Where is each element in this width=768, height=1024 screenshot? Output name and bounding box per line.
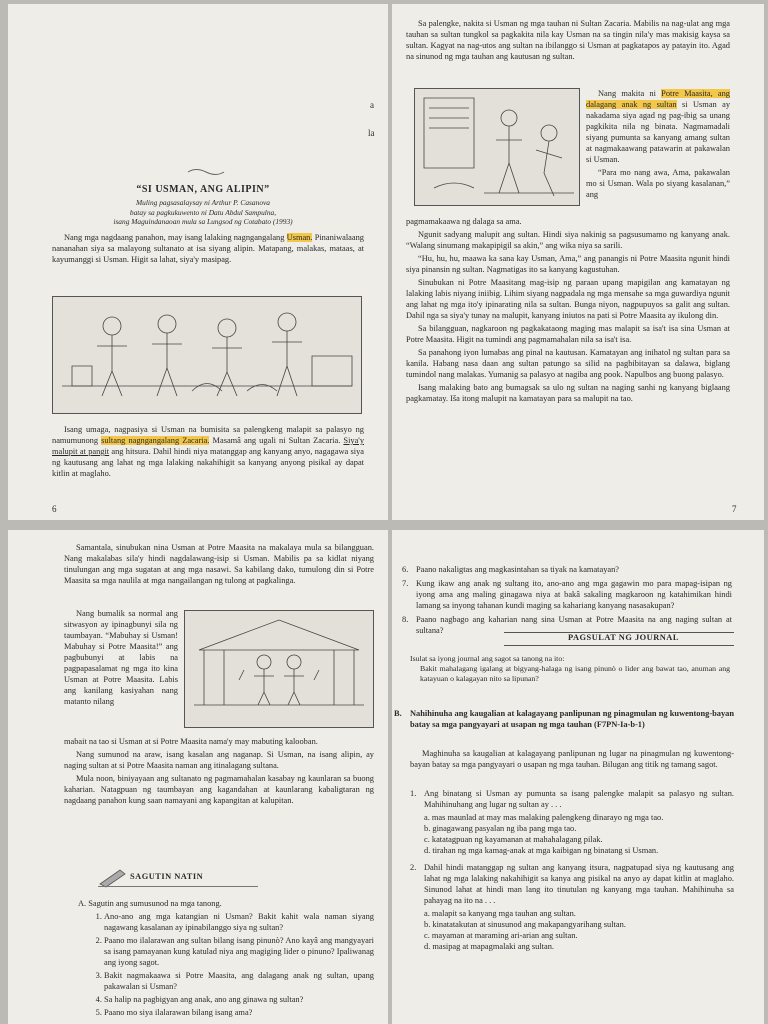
mc-option[interactable]: c. katatagpuan ng kayamanan at mahahalagang pilak. [424,835,603,844]
question-item: 3. Bakit nagmakaawa si Potre Maasita, ang dalagang anak ng sultan, upang pakawalan si Usman? [104,970,374,992]
mc-option[interactable]: b. kinatatakutan at sinusunod ang makapangyarihang sultan. [424,920,626,929]
section-heading: SAGUTIN NATIN [130,872,204,881]
ornament-icon [186,164,226,174]
journal-prompt: Isulat sa iyong journal ang sagot sa tanong na ito: Bakit mahalagang igalang at bigyang-halaga ng isang pinunò o lider ang bawat tao, anuman ang katayuan o kalagayan nito sa lipunan? [410,654,730,683]
questions-continued [402,564,732,639]
section-b-instruction: Maghinuha sa kaugalian at kalagayang panlipunan ng lugar na pinagmulan ng kuwentong-bayan batay sa mga pangyayari o usapan ng mga tauhan. Bilugan ang titik ng tamang sagot. [410,749,734,769]
market-illustration [52,296,362,414]
margin-text: la [368,128,375,138]
page-number: 7 [732,504,737,514]
page-9 [392,530,764,1024]
multiple-choice-block [410,788,734,952]
question-item: 4. Sa halip na pagbigyan ang anak, ano ang ginawa ng sultan? [104,994,374,1005]
section-b-heading: Nahihinuha ang kaugalian at kalagayang panlipunan ng pinagmulan ng kuwentong-bayan batay sa mga pangyayari at usapan ng mga tauhan (F7PN-Ia-b-1) [410,709,734,729]
mc-option[interactable]: b. ginagawang pasyalan ng iba pang mga tao. [424,824,577,833]
paragraph-1: Sa palengke, nakita si Usman ng mga tauhan ni Sultan Zacaria. Mabilis na nag-ulat ang mga tauhan sa sultan tungkol sa pagkakita nila kay Usman na sa tingin nila'y mas makisig kaysa sa sultan. Kagyat na nag-utos ang sultan na ibilanggo si Usman at pagkatapos ay patayin ito. Agad na sinunod ng mga tauhan ang kautusan ng sultan. [406,19,730,61]
sidebar-paragraph: Nang bumalik sa normal ang sitwasyon ay ipinagbunyi sila ng taumbayan. “Mabuhay si Usman! Mabuhay si Potre Maasita!” ang pagbubunyi at labis na pagpapasalamat ng mga ito kina Usman at Potre Maasita. Labis ang kanilang kasiyahan nang matanto nilang [64,609,178,706]
mc-option[interactable]: d. tirahan ng mga kamag-anak at mga kaibigan ng binatang si Usman. [424,846,659,855]
sidebar-paragraph: Nang makita ni Potre Maasita, ang dalagang anak ng sultan si Usman ay nakadama siya agad ng pag-ibig sa unang pagkikita nila ng binata. Nagmamadali siyang pumunta sa kanyang amang sultan at nagmakaawang patawarin at pakawalan si Usman. “Para mo nang awa, Ama, pakawalan mo si Usman. Wala po siyang kasalanan,” ang [586,89,731,199]
story-continuation: pagmamakaawa ng dalaga sa ama. Ngunit sadyang malupit ang sultan. Hindi siya nakinig sa pagsusumamo ng kanyang anak. “Walang sinumang makapipigil sa akin,” ang wika niya sa sarili. “Hu, hu, hu, maawa ka sana kay Usman, Ama,” ang panangis ni Potre Maasita ngunit hindi siya pinansin ng sultan. Nagmatigas ito sa kanyang kagustuhan. Sinubukan ni Potre Maasitang mag-isip ng paraan upang mapigilan ang kamatayan ng lalaking labis niyang iniibig. Lihim siyang nagpadala ng mga mensahe sa mga guwardiya ngunit ang lahat ng mga ito'y ipinarating nila sa sultan. Bunga niyon, nagpupuyos sa galit ang sultan. Dahil nga sa siya'y tunay na malupit, kanyang iniutos na pati si Potre Maasita ay ikulong din. Sa bilangguan, nagkaroon ng pagkakataong maging mas malapit sa isa't isa sina Usman at Potre Maasita. Higit na tumindi ang pagmamahalan nila sa isa't isa. Sa panahong iyon lumabas ang pinal na kautusan. Kamatayan ang inihatol ng sultan para sa kanila. Habang nasa daan ang sultan patungo sa silid na pagbibitayan sa dalawa, biglang tumindol nang malakas. Yumanig sa palasyo at nagiba ang pook. Napulbos ang buong palasyo. Isang malaking bato ang bumagsak sa ulo ng sultan na naging sanhi ng kanyang biglaang pagkamatay. Iša itong malupit na kamatayan para sa malupit na tao. [406,217,730,403]
question-item: 5. Paano mo siya ilalarawan bilang isang ama? [104,1007,374,1018]
question-item: 1. Ano-ano ang mga katangian ni Usman? Bakit kahit wala naman siyang nagawang kasalanan ay ipinabilanggo siya ng sultan? [104,911,374,933]
mc-item: 2. Dahil hindi matanggap ng sultan ang kanyang itsura, nagpatupad siya ng kautusang ang lahat ng mga lalaking nakahihigit sa kanya ang pisikal na anyo ay dapat kitlin at maglaho. Sinunod lahat at hindi man lang ito tinutulan ng kanyang mga tauhan. Mahihinuha sa pahayag na ito na . . . [410,863,734,905]
mc-item: 1. Ang binatang si Usman ay pumunta sa isang palengke malapit sa palasyo ng sultan. Mahihinuhang ang lugar ng sultan ay . . . [410,789,734,809]
section-divider [98,886,258,887]
question-item: 7. Kung ikaw ang anak ng sultang ito, ano-ano ang mga gagawin mo para mapag-isipan ng iyong ama ang maling ginagawa niya at bakâ sakaling magkaroon ng katahimikan hindi lamang sa inyong tahanan kundi maging sa kahariang kanyang nasasakupan? [402,579,732,610]
mc-option[interactable]: a. malapit sa kanyang mga tauhan ang sultan. [424,909,576,918]
paragraph-1: Samantala, sinubukan nina Usman at Potre Maasita na makalaya mula sa bilangguan. Nang makalabas sila'y hindi nagdalawang-isip si Usman. Mabilis pa sa kidlat niyang tinulungan ang mga sugatan at ang mga nasawi. Sa kabilang dako, tumulong din si Potre Maasita sa mga naulila at mga nangailangan ng tulong at pagkalinga. [64,543,374,585]
mc-option[interactable]: c. mayaman at maraming ari-arian ang sultan. [424,931,578,940]
story-byline: Muling pagsasalaysay ni Arthur P. Casanova batay sa pagkukuwento ni Datu Abdul Sampulna, isang Maguindanaoan mula sa Lungsod ng Cotabato (1993) [113,198,293,226]
palace-illustration [414,88,580,206]
pencil-icon [98,866,128,888]
celebration-illustration [184,610,374,728]
page-6 [8,4,388,520]
question-item: 6. Paano nakaligtas ang magkasintahan sa tiyak na kamatayan? [402,565,620,574]
questions-instruction: A. Sagutin ang sumusunod na mga tanong. [78,899,222,908]
page-7 [392,4,764,520]
intro-paragraph: Nang mga nagdaang panahon, may isang lalaking nagngangalang Usman. Pinaniwalaang nananahan siya sa malayong sultanato at isa siyang alipin. Matapang, malakas, mataas, at kayumanggi si Usman. Higit sa lahat, siya'y masipag. [52,233,364,264]
questions-block [78,898,374,1020]
story-ending: mabait na tao si Usman at si Potre Maasita nama'y may mabuting kalooban. Nang sumunod na araw, isang kasalan ang naganap. Si Usman, na isang alipin, ay naging sultan at si Potre Maasita naman ang itinalagang sultana. Mula noon, biniyayaan ang sultanato ng pagmamahalan kasabay ng kaunlaran sa buong kaharian. Natagpuan ng taumbayan ang kagandahan at kaunlarang kabaligtaran ng nagdaang panahon kung saan namayani ang kapangitan at kalupitan. [64,737,374,805]
margin-text: a [370,100,374,110]
page-8 [8,530,388,1024]
journal-title: PAGSULAT NG JOURNAL [568,633,679,642]
paragraph-2: Isang umaga, nagpasiya si Usman na bumisita sa palengkeng malapit sa palasyo ng namumunong sultang nagngangalang Zacaria. Masamâ ang ugali ni Sultan Zacaria. Siya'y malupit at pangit ang hitsura. Dahil hindi niya matanggap ang kanyang anyo, nagagawa siya ng kautusang ang lahat ng mga lalaking nakahihigit sa kanyang anyong pisikal ay dapat kitlin at maglaho. [52,425,365,478]
mc-option[interactable]: d. masipag at mapagmalaki ang sultan. [424,942,555,951]
story-title: “SI USMAN, ANG ALIPIN” [136,184,270,195]
mc-option[interactable]: a. mas maunlad at may mas malaking palengkeng dinarayo ng mga tao. [424,813,664,822]
question-item: 2. Paano mo ilalarawan ang sultan bilang isang pinunò? Ano kayâ ang mangyayari sa isang pamayanan kung katulad niya ang magiging lider o pinuno? Ipaliwanag ang iyong sagot. [104,935,374,968]
question-item: 8. Paano nagbago ang kaharian nang sina Usman at Potre Maasita na ang naging sultan at sultana? [402,615,732,635]
section-b-label: B. [394,709,402,718]
page-number: 6 [52,504,57,514]
